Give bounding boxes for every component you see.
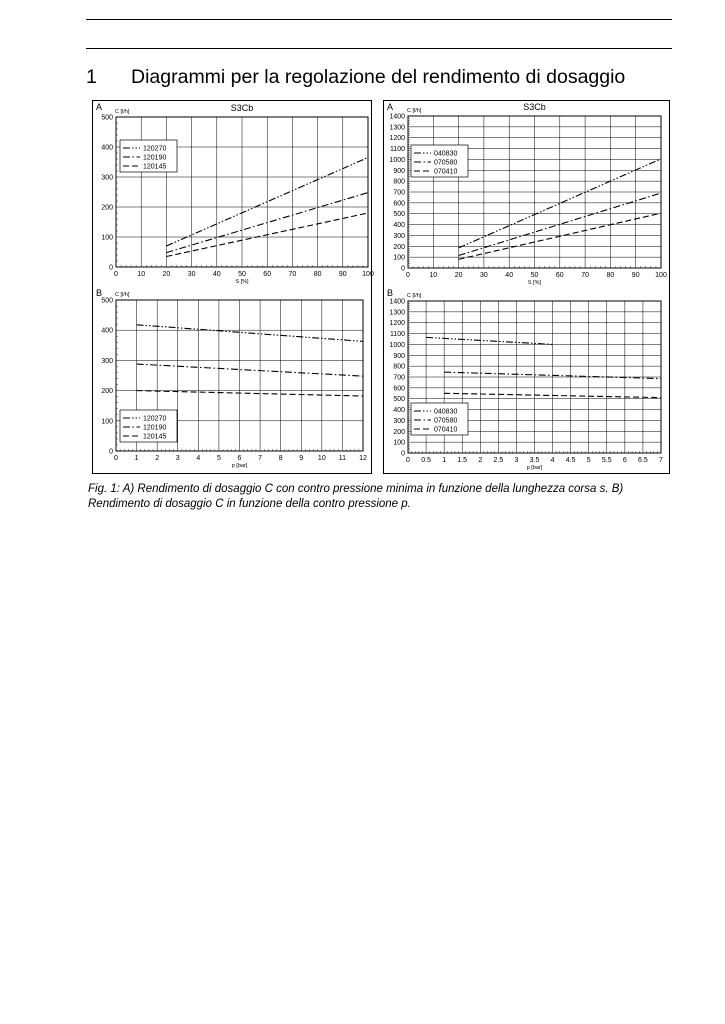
x-tick-label: 20 <box>162 271 171 278</box>
x-tick-label: 60 <box>555 272 564 279</box>
x-tick-label: 5.5 <box>601 457 612 464</box>
x-tick-label: 0.5 <box>421 457 431 464</box>
y-tick-label: 600 <box>393 200 405 208</box>
chart-left-a <box>93 101 374 287</box>
y-tick-label: 0 <box>109 264 113 272</box>
x-axis-label: p [bar] <box>231 463 248 469</box>
x-axis-label: p [bar] <box>526 465 543 471</box>
x-tick-label: 1 <box>134 455 139 462</box>
y-tick-label: 1200 <box>389 320 405 328</box>
figure-left <box>92 100 372 474</box>
legend-label: 120190 <box>143 424 167 432</box>
y-tick-label: 0 <box>401 265 405 273</box>
x-tick-label: 50 <box>530 272 539 279</box>
y-tick-label: 600 <box>393 385 405 393</box>
chart-right-a <box>384 101 669 287</box>
y-tick-label: 100 <box>101 234 113 242</box>
x-tick-label: 50 <box>238 271 246 278</box>
legend-label: 120270 <box>143 415 167 423</box>
y-tick-label: 200 <box>101 388 113 396</box>
x-tick-label: 10 <box>137 271 146 278</box>
y-tick-label: 1000 <box>389 341 405 349</box>
x-tick-label: 5 <box>216 455 221 462</box>
panel-letter: A <box>387 102 394 112</box>
x-tick-label: 0 <box>114 271 118 278</box>
x-tick-label: 6.5 <box>638 457 648 464</box>
y-tick-label: 800 <box>393 363 405 371</box>
x-tick-label: 1.5 <box>457 457 468 464</box>
chart-title: S3Cb <box>523 102 546 112</box>
x-tick-label: 40 <box>212 271 221 278</box>
legend-label: 120190 <box>143 154 167 162</box>
y-tick-label: 1100 <box>389 146 405 154</box>
series-line-120190 <box>137 364 363 376</box>
y-tick-label: 100 <box>393 439 405 447</box>
y-tick-label: 1200 <box>389 135 405 143</box>
legend-label: 070410 <box>434 426 458 434</box>
x-tick-label: 7 <box>659 457 663 464</box>
x-tick-label: 0 <box>406 272 410 279</box>
x-tick-label: 3.5 <box>529 457 540 464</box>
y-tick-label: 900 <box>393 167 405 175</box>
x-tick-label: 20 <box>454 272 463 279</box>
x-tick-label: 90 <box>338 271 347 278</box>
chart-left-b <box>93 287 371 473</box>
x-tick-label: 5 <box>586 457 591 464</box>
y-tick-label: 300 <box>393 232 405 240</box>
x-tick-label: 7 <box>258 455 263 462</box>
x-tick-label: 2 <box>478 457 483 464</box>
x-tick-label: 80 <box>313 271 322 278</box>
x-tick-label: 6 <box>622 457 627 464</box>
y-tick-label: 400 <box>393 222 405 230</box>
x-tick-label: 0 <box>406 457 410 464</box>
x-tick-label: 11 <box>338 455 347 462</box>
y-tick-label: 300 <box>101 174 113 182</box>
y-tick-label: 400 <box>101 327 113 335</box>
x-tick-label: 10 <box>317 455 326 462</box>
x-tick-label: 4 <box>196 455 201 462</box>
x-tick-label: 4 <box>550 457 555 464</box>
y-tick-label: 300 <box>101 357 113 365</box>
x-tick-label: 8 <box>278 455 283 462</box>
y-tick-label: 500 <box>101 297 113 305</box>
panel-letter: A <box>96 102 103 112</box>
y-tick-label: 100 <box>393 254 405 262</box>
y-tick-label: 700 <box>393 189 405 197</box>
x-tick-label: 40 <box>505 272 514 279</box>
y-tick-label: 200 <box>393 243 405 251</box>
panel-letter: B <box>96 288 103 298</box>
legend-label: 070580 <box>434 159 458 167</box>
y-tick-label: 400 <box>101 144 113 152</box>
x-tick-label: 30 <box>187 271 196 278</box>
y-axis-label: C [l/h] <box>115 109 130 115</box>
series-line-120145 <box>137 391 363 396</box>
x-axis-label: S [%] <box>235 279 249 285</box>
x-tick-label: 100 <box>655 272 667 279</box>
legend-label: 120145 <box>143 433 167 441</box>
legend-label: 070410 <box>434 168 458 176</box>
chart-right-b <box>384 287 669 473</box>
y-tick-label: 0 <box>109 448 113 456</box>
chart-title: S3Cb <box>230 103 254 113</box>
y-tick-label: 300 <box>393 417 405 425</box>
series-line-040830 <box>426 337 552 344</box>
x-tick-label: 9 <box>299 455 304 462</box>
x-tick-label: 90 <box>631 272 640 279</box>
y-axis-label: C [l/h] <box>407 108 422 114</box>
y-axis-label: C [l/h] <box>407 293 422 299</box>
y-tick-label: 800 <box>393 178 405 186</box>
y-tick-label: 1400 <box>389 298 405 306</box>
y-axis-label: C [l/h] <box>115 292 130 298</box>
section-heading <box>86 66 625 89</box>
x-axis-label: S [%] <box>527 280 542 286</box>
x-tick-label: 2.5 <box>493 457 504 464</box>
x-tick-label: 3 <box>514 457 519 464</box>
figure-right <box>383 100 670 474</box>
x-tick-label: 4.5 <box>565 457 576 464</box>
legend-label: 120270 <box>143 145 167 153</box>
x-tick-label: 30 <box>480 272 488 279</box>
x-tick-label: 0 <box>114 455 118 462</box>
y-tick-label: 1300 <box>389 124 405 132</box>
legend-label: 070580 <box>434 417 458 425</box>
y-tick-label: 400 <box>393 407 405 415</box>
legend-label: 120145 <box>143 163 167 171</box>
section-title: Diagrammi per la regolazione del rendimento di dosaggio <box>131 66 626 88</box>
x-tick-label: 100 <box>362 271 374 278</box>
legend-label: 040830 <box>434 150 458 158</box>
header-rule-bottom <box>86 48 672 49</box>
y-tick-label: 0 <box>401 450 405 458</box>
x-tick-label: 60 <box>263 271 272 278</box>
y-tick-label: 1000 <box>389 156 405 164</box>
x-tick-label: 10 <box>429 272 438 279</box>
x-tick-label: 1 <box>442 457 447 464</box>
y-tick-label: 900 <box>393 352 405 360</box>
y-tick-label: 500 <box>101 114 113 122</box>
y-tick-label: 1300 <box>389 309 405 317</box>
y-tick-label: 700 <box>393 374 405 382</box>
y-tick-label: 100 <box>101 418 113 426</box>
x-tick-label: 3 <box>175 455 180 462</box>
header-rule-top <box>86 19 672 20</box>
y-tick-label: 200 <box>393 428 405 436</box>
figure-caption: Fig. 1: A) Rendimento di dosaggio C con contro pressione minima in funzione della lunghezza corsa s. B) Rendimento di dosaggio C in funzione della contro pressione p. <box>88 483 624 510</box>
y-tick-label: 500 <box>393 211 405 219</box>
section-number: 1 <box>86 66 97 88</box>
y-tick-label: 1400 <box>389 113 405 121</box>
x-tick-label: 6 <box>237 455 242 462</box>
series-line-120270 <box>137 325 363 342</box>
x-tick-label: 70 <box>288 271 297 278</box>
x-tick-label: 12 <box>359 455 367 462</box>
panel-letter: B <box>387 288 394 298</box>
y-tick-label: 200 <box>101 204 113 212</box>
x-tick-label: 70 <box>581 272 589 279</box>
y-tick-label: 500 <box>393 396 405 404</box>
legend-label: 040830 <box>434 408 458 416</box>
x-tick-label: 80 <box>606 272 615 279</box>
x-tick-label: 2 <box>155 455 160 462</box>
y-tick-label: 1100 <box>389 331 405 339</box>
